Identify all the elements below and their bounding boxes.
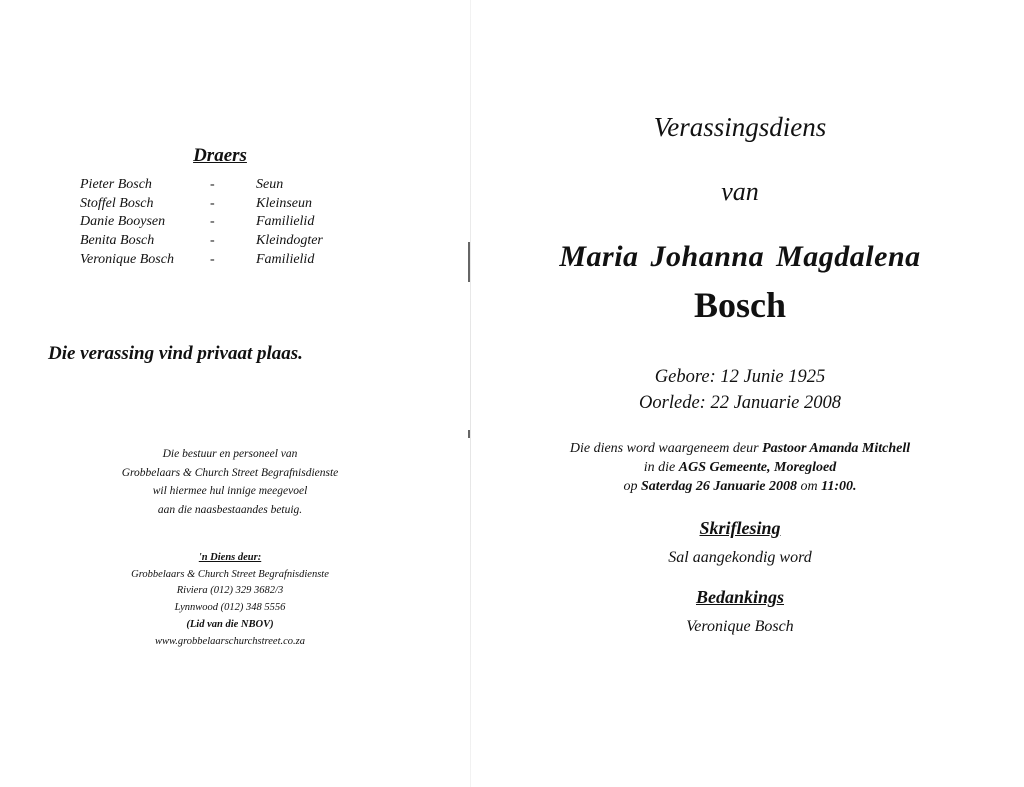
bearer-row — [80, 213, 360, 232]
deceased-surname: Bosch — [693, 285, 787, 325]
service-by-heading: 'n Diens deur: — [198, 552, 262, 563]
service-text: in die — [643, 460, 679, 475]
condolence-line: Die bestuur en personeel van — [162, 448, 298, 460]
service-details — [520, 439, 960, 496]
thanks-text: Veronique Bosch — [686, 618, 794, 635]
scripture-reading-heading: Skriflesing — [699, 518, 781, 538]
service-line-officiant — [520, 439, 960, 458]
condolence-line: Grobbelaars & Church Street Begrafnisdienste — [121, 466, 339, 479]
website-link[interactable]: www.grobbelaarschurchstreet.co.za — [154, 635, 305, 647]
bearer-relation: Familielid — [256, 214, 315, 230]
bearer-name: Benita Bosch — [80, 233, 155, 249]
condolence-line: aan die naasbestaandes betuig. — [157, 503, 303, 516]
phone-riviera: Riviera (012) 329 3682/3 — [176, 585, 284, 597]
bearer-row — [80, 232, 360, 251]
bearer-relation: Seun — [256, 177, 284, 192]
bearer-relation: Kleindogter — [256, 233, 323, 249]
venue-name: AGS Gemeente, Moregloed — [678, 460, 837, 475]
deceased-full-name: Maria Johanna Magdalena — [559, 240, 921, 273]
life-dates — [500, 364, 980, 416]
condolence-message — [40, 445, 420, 519]
service-line-datetime — [520, 477, 960, 496]
service-text: om — [796, 479, 822, 494]
page-title: Verassingsdiens — [653, 112, 827, 142]
bearer-dash: - — [210, 214, 215, 230]
service-text: op — [623, 479, 641, 494]
thanks-heading: Bedankings — [695, 587, 785, 607]
bearers-list — [80, 176, 360, 269]
phone-lynnwood: Lynnwood (012) 348 5556 — [174, 602, 286, 614]
service-text: Die diens word waargeneem deur — [569, 441, 763, 456]
bearer-name: Stoffel Bosch — [80, 195, 154, 211]
scripture-reading-text: Sal aangekondig word — [668, 549, 812, 566]
funeral-service-provider — [40, 550, 420, 650]
fold-mark-top — [468, 242, 470, 282]
bearer-relation: Kleinseun — [256, 195, 312, 211]
officiant-name: Pastoor Amanda Mitchell — [762, 441, 911, 456]
bearers-title: Draers — [193, 145, 247, 166]
private-cremation-notice: Die verassing vind privaat plaas. — [48, 343, 303, 364]
company-name: Grobbelaars & Church Street Begrafnisdienste — [131, 568, 329, 580]
bearer-name: Pieter Bosch — [80, 177, 152, 192]
title-van: van — [721, 177, 759, 206]
fold-mark-mid — [468, 430, 470, 438]
bearer-row — [80, 195, 360, 214]
condolence-line: wil hiermee hul innige meegevoel — [152, 485, 308, 497]
bearer-dash: - — [210, 233, 215, 249]
center-fold — [470, 0, 471, 787]
bearer-relation: Familielid — [256, 251, 315, 267]
bearer-dash: - — [210, 195, 215, 211]
bearer-dash: - — [210, 251, 215, 267]
bearer-row — [80, 251, 360, 270]
bearer-row — [80, 176, 360, 195]
service-line-venue — [520, 458, 960, 477]
death-date: Oorlede: 22 Januarie 2008 — [639, 393, 841, 413]
membership-note: (Lid van die NBOV) — [186, 618, 274, 630]
bearer-name: Veronique Bosch — [80, 251, 174, 267]
service-date: Saterdag 26 Januarie 2008 — [641, 479, 797, 494]
bearer-name: Danie Booysen — [80, 214, 166, 230]
bearer-dash: - — [210, 177, 215, 192]
birth-date: Gebore: 12 Junie 1925 — [654, 367, 826, 387]
service-time: 11:00. — [821, 479, 857, 494]
